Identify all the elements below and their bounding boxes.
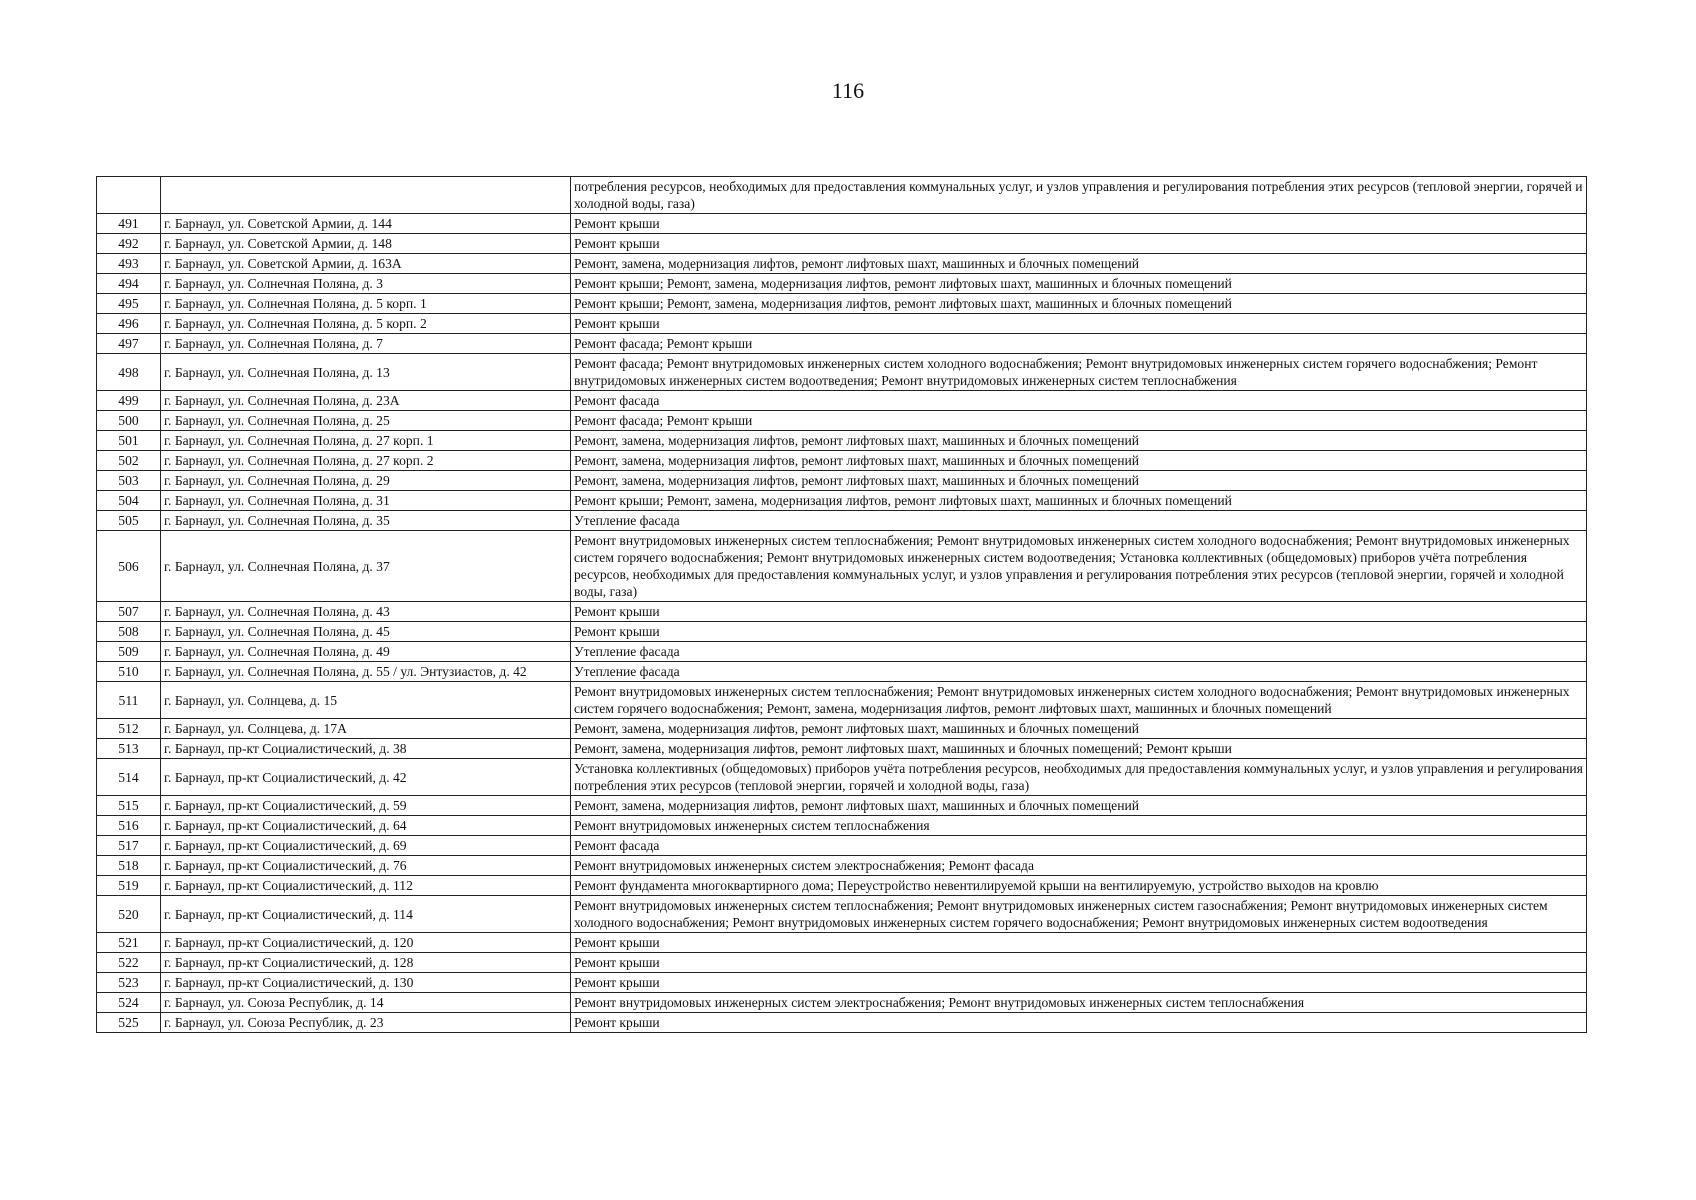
row-address: г. Барнаул, ул. Солнечная Поляна, д. 31 (161, 491, 571, 511)
row-address: г. Барнаул, пр-кт Социалистический, д. 120 (161, 933, 571, 953)
row-address: г. Барнаул, ул. Советской Армии, д. 148 (161, 234, 571, 254)
row-work-type: Ремонт крыши (571, 622, 1587, 642)
row-number: 525 (97, 1013, 161, 1033)
row-work-type: Ремонт внутридомовых инженерных систем теплоснабжения (571, 816, 1587, 836)
row-work-type: Ремонт внутридомовых инженерных систем теплоснабжения; Ремонт внутридомовых инженерных систем холодного водоснабжения; Ремонт внутридомовых инженерных систем горячего водоснабжения; Ремонт внутридомовых инженерных систем водоотведения; Установка коллективных (общедомовых) приборов учёта потребления ресурсов, необходимых для предоставления коммунальных услуг, и узлов управления и регулирования потребления этих ресурсов (тепловой энергии, горячей и холодной воды, газа) (571, 531, 1587, 602)
row-number: 517 (97, 836, 161, 856)
row-address: г. Барнаул, ул. Солнечная Поляна, д. 27 корп. 1 (161, 431, 571, 451)
row-address: г. Барнаул, ул. Солнечная Поляна, д. 5 корп. 1 (161, 294, 571, 314)
row-work-type: Ремонт фасада (571, 836, 1587, 856)
row-number: 501 (97, 431, 161, 451)
table-row (97, 294, 1587, 314)
row-work-type: Ремонт, замена, модернизация лифтов, ремонт лифтовых шахт, машинных и блочных помещений (571, 471, 1587, 491)
row-address: г. Барнаул, ул. Солнцева, д. 15 (161, 682, 571, 719)
row-address: г. Барнаул, ул. Солнцева, д. 17А (161, 719, 571, 739)
row-number: 520 (97, 896, 161, 933)
row-work-type: Ремонт, замена, модернизация лифтов, ремонт лифтовых шахт, машинных и блочных помещений (571, 254, 1587, 274)
row-work-type: Ремонт крыши (571, 953, 1587, 973)
table-row (97, 896, 1587, 933)
row-address: г. Барнаул, пр-кт Социалистический, д. 64 (161, 816, 571, 836)
row-work-type: Ремонт, замена, модернизация лифтов, ремонт лифтовых шахт, машинных и блочных помещений (571, 431, 1587, 451)
row-work-type: потребления ресурсов, необходимых для предоставления коммунальных услуг, и узлов управления и регулирования потребления этих ресурсов (тепловой энергии, горячей и холодной воды, газа) (571, 177, 1587, 214)
row-address: г. Барнаул, пр-кт Социалистический, д. 130 (161, 973, 571, 993)
row-work-type: Ремонт крыши (571, 602, 1587, 622)
table-row (97, 254, 1587, 274)
row-address: г. Барнаул, пр-кт Социалистический, д. 59 (161, 796, 571, 816)
table-row (97, 642, 1587, 662)
row-number: 518 (97, 856, 161, 876)
row-work-type: Ремонт фасада; Ремонт крыши (571, 411, 1587, 431)
table-row (97, 933, 1587, 953)
row-number: 523 (97, 973, 161, 993)
row-work-type: Ремонт фасада; Ремонт внутридомовых инженерных систем холодного водоснабжения; Ремонт внутридомовых инженерных систем горячего водоснабжения; Ремонт внутридомовых инженерных систем водоотведения; Ремонт внутридомовых инженерных систем теплоснабжения (571, 354, 1587, 391)
row-address: г. Барнаул, ул. Солнечная Поляна, д. 35 (161, 511, 571, 531)
row-number: 503 (97, 471, 161, 491)
row-address: г. Барнаул, ул. Союза Республик, д. 14 (161, 993, 571, 1013)
row-work-type: Ремонт крыши; Ремонт, замена, модернизация лифтов, ремонт лифтовых шахт, машинных и блочных помещений (571, 274, 1587, 294)
table-row (97, 471, 1587, 491)
row-number: 522 (97, 953, 161, 973)
table-row (97, 531, 1587, 602)
table-row (97, 622, 1587, 642)
row-number: 524 (97, 993, 161, 1013)
row-address: г. Барнаул, ул. Солнечная Поляна, д. 27 корп. 2 (161, 451, 571, 471)
row-address: г. Барнаул, ул. Солнечная Поляна, д. 25 (161, 411, 571, 431)
row-address: г. Барнаул, ул. Солнечная Поляна, д. 13 (161, 354, 571, 391)
row-number: 497 (97, 334, 161, 354)
row-number: 507 (97, 602, 161, 622)
row-work-type: Ремонт крыши (571, 314, 1587, 334)
table-row (97, 682, 1587, 719)
table-row (97, 1013, 1587, 1033)
table-row (97, 993, 1587, 1013)
row-address: г. Барнаул, пр-кт Социалистический, д. 76 (161, 856, 571, 876)
row-number: 500 (97, 411, 161, 431)
row-number: 505 (97, 511, 161, 531)
row-work-type: Ремонт, замена, модернизация лифтов, ремонт лифтовых шахт, машинных и блочных помещений; Ремонт крыши (571, 739, 1587, 759)
table-row (97, 214, 1587, 234)
table-row (97, 491, 1587, 511)
row-number: 493 (97, 254, 161, 274)
table-row (97, 973, 1587, 993)
row-number: 519 (97, 876, 161, 896)
row-work-type: Ремонт, замена, модернизация лифтов, ремонт лифтовых шахт, машинных и блочных помещений (571, 719, 1587, 739)
table-row (97, 796, 1587, 816)
row-work-type: Ремонт, замена, модернизация лифтов, ремонт лифтовых шахт, машинных и блочных помещений (571, 796, 1587, 816)
row-address: г. Барнаул, ул. Солнечная Поляна, д. 3 (161, 274, 571, 294)
row-work-type: Ремонт внутридомовых инженерных систем теплоснабжения; Ремонт внутридомовых инженерных систем холодного водоснабжения; Ремонт внутридомовых инженерных систем горячего водоснабжения; Ремонт, замена, модернизация лифтов, ремонт лифтовых шахт, машинных и блочных помещений (571, 682, 1587, 719)
row-address: г. Барнаул, пр-кт Социалистический, д. 112 (161, 876, 571, 896)
row-work-type: Утепление фасада (571, 662, 1587, 682)
row-work-type: Ремонт крыши (571, 933, 1587, 953)
row-number: 511 (97, 682, 161, 719)
row-number: 495 (97, 294, 161, 314)
row-number: 499 (97, 391, 161, 411)
table-row (97, 234, 1587, 254)
table-row (97, 354, 1587, 391)
row-number: 496 (97, 314, 161, 334)
table-row (97, 314, 1587, 334)
row-address: г. Барнаул, ул. Солнечная Поляна, д. 43 (161, 602, 571, 622)
row-number: 508 (97, 622, 161, 642)
repair-schedule-table (96, 176, 1587, 1033)
row-number: 498 (97, 354, 161, 391)
row-address: г. Барнаул, ул. Солнечная Поляна, д. 23А (161, 391, 571, 411)
table-row (97, 876, 1587, 896)
table-row (97, 662, 1587, 682)
row-work-type: Ремонт крыши (571, 1013, 1587, 1033)
row-address: г. Барнаул, пр-кт Социалистический, д. 38 (161, 739, 571, 759)
table-row (97, 274, 1587, 294)
row-work-type: Установка коллективных (общедомовых) приборов учёта потребления ресурсов, необходимых для предоставления коммунальных услуг, и узлов управления и регулирования потребления этих ресурсов (тепловой энергии, горячей и холодной воды, газа) (571, 759, 1587, 796)
row-number: 521 (97, 933, 161, 953)
row-address: г. Барнаул, ул. Солнечная Поляна, д. 29 (161, 471, 571, 491)
table-row (97, 334, 1587, 354)
table-row (97, 953, 1587, 973)
table-row (97, 816, 1587, 836)
row-address: г. Барнаул, пр-кт Социалистический, д. 114 (161, 896, 571, 933)
row-work-type: Ремонт крыши (571, 973, 1587, 993)
row-number: 509 (97, 642, 161, 662)
row-number: 491 (97, 214, 161, 234)
row-work-type: Ремонт крыши; Ремонт, замена, модернизация лифтов, ремонт лифтовых шахт, машинных и блочных помещений (571, 294, 1587, 314)
row-work-type: Ремонт внутридомовых инженерных систем теплоснабжения; Ремонт внутридомовых инженерных систем газоснабжения; Ремонт внутридомовых инженерных систем холодного водоснабжения; Ремонт внутридомовых инженерных систем горячего водоснабжения; Ремонт внутридомовых инженерных систем водоотведения (571, 896, 1587, 933)
table-body (97, 177, 1587, 1033)
table-row (97, 856, 1587, 876)
row-address: г. Барнаул, ул. Солнечная Поляна, д. 5 корп. 2 (161, 314, 571, 334)
row-work-type: Утепление фасада (571, 642, 1587, 662)
row-work-type: Ремонт внутридомовых инженерных систем электроснабжения; Ремонт внутридомовых инженерных систем теплоснабжения (571, 993, 1587, 1013)
row-work-type: Ремонт крыши; Ремонт, замена, модернизация лифтов, ремонт лифтовых шахт, машинных и блочных помещений (571, 491, 1587, 511)
row-number (97, 177, 161, 214)
row-number: 506 (97, 531, 161, 602)
row-number: 510 (97, 662, 161, 682)
table-row (97, 739, 1587, 759)
table-row (97, 411, 1587, 431)
table-row (97, 759, 1587, 796)
row-work-type: Ремонт внутридомовых инженерных систем электроснабжения; Ремонт фасада (571, 856, 1587, 876)
row-number: 513 (97, 739, 161, 759)
row-work-type: Ремонт крыши (571, 214, 1587, 234)
row-address: г. Барнаул, пр-кт Социалистический, д. 69 (161, 836, 571, 856)
table-row (97, 719, 1587, 739)
row-address: г. Барнаул, ул. Солнечная Поляна, д. 7 (161, 334, 571, 354)
row-work-type: Ремонт крыши (571, 234, 1587, 254)
page-number: 116 (831, 78, 865, 103)
row-number: 516 (97, 816, 161, 836)
table-row (97, 431, 1587, 451)
row-address: г. Барнаул, ул. Советской Армии, д. 144 (161, 214, 571, 234)
row-address: г. Барнаул, ул. Солнечная Поляна, д. 37 (161, 531, 571, 602)
row-number: 494 (97, 274, 161, 294)
row-number: 514 (97, 759, 161, 796)
table-row (97, 391, 1587, 411)
row-address: г. Барнаул, ул. Солнечная Поляна, д. 49 (161, 642, 571, 662)
table-row (97, 836, 1587, 856)
row-address: г. Барнаул, пр-кт Социалистический, д. 42 (161, 759, 571, 796)
row-address: г. Барнаул, ул. Союза Республик, д. 23 (161, 1013, 571, 1033)
row-address: г. Барнаул, пр-кт Социалистический, д. 128 (161, 953, 571, 973)
row-work-type: Ремонт фасада; Ремонт крыши (571, 334, 1587, 354)
table-row (97, 177, 1587, 214)
row-address: г. Барнаул, ул. Советской Армии, д. 163А (161, 254, 571, 274)
row-work-type: Ремонт, замена, модернизация лифтов, ремонт лифтовых шахт, машинных и блочных помещений (571, 451, 1587, 471)
row-address: г. Барнаул, ул. Солнечная Поляна, д. 45 (161, 622, 571, 642)
row-work-type: Утепление фасада (571, 511, 1587, 531)
table-row (97, 511, 1587, 531)
row-work-type: Ремонт фундамента многоквартирного дома; Переустройство невентилируемой крыши на вентилируемую, устройство выходов на кровлю (571, 876, 1587, 896)
row-number: 512 (97, 719, 161, 739)
row-number: 515 (97, 796, 161, 816)
row-address: г. Барнаул, ул. Солнечная Поляна, д. 55 / ул. Энтузиастов, д. 42 (161, 662, 571, 682)
row-address (161, 177, 571, 214)
row-number: 492 (97, 234, 161, 254)
row-number: 502 (97, 451, 161, 471)
table-row (97, 602, 1587, 622)
table-row (97, 451, 1587, 471)
row-work-type: Ремонт фасада (571, 391, 1587, 411)
row-number: 504 (97, 491, 161, 511)
